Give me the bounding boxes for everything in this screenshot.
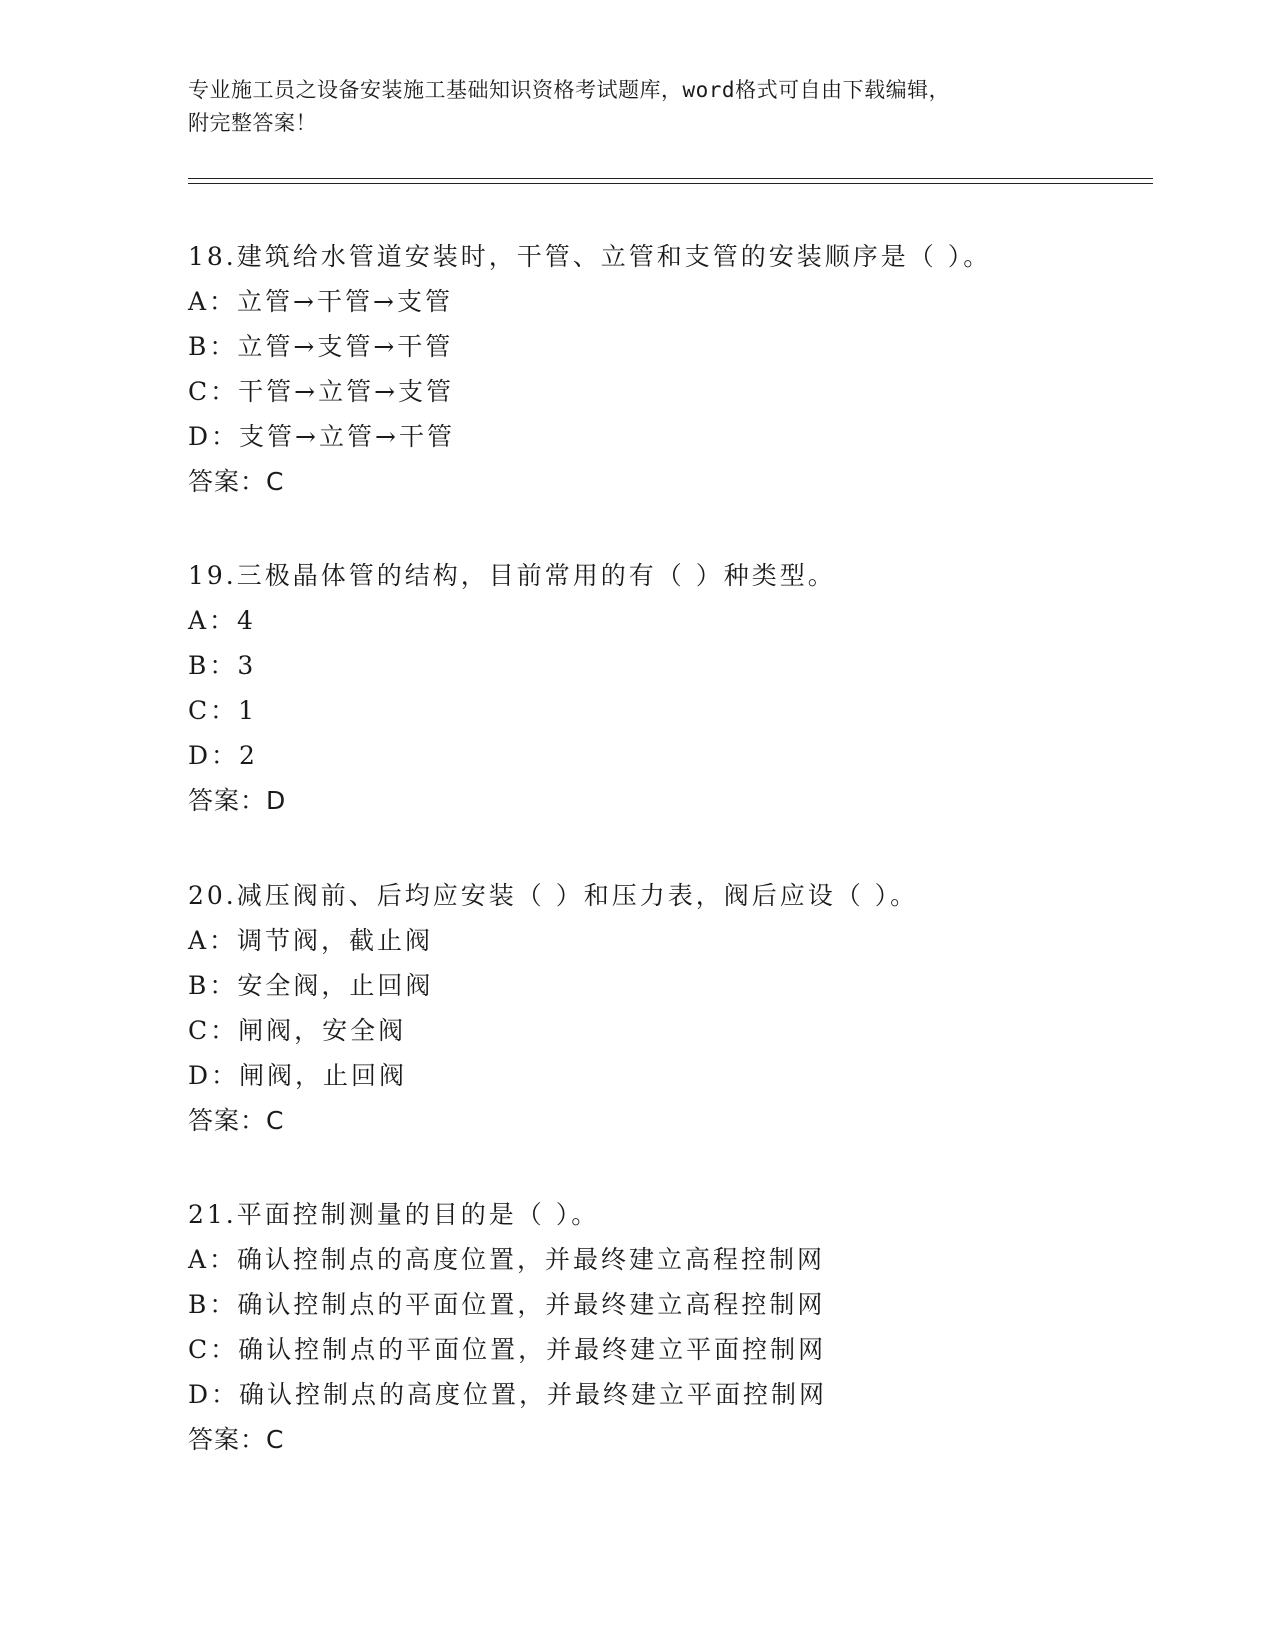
option-d: D：闸阀，止回阀 — [188, 1061, 408, 1090]
header-line-1: 专业施工员之设备安装施工基础知识资格考试题库，word格式可自由下载编辑， — [188, 78, 951, 102]
question-21 — [188, 1192, 1148, 1462]
header-divider-top — [188, 178, 1153, 179]
option-a: A：调节阀，截止阀 — [188, 926, 434, 955]
option-a: A：立管→干管→支管 — [188, 287, 453, 316]
option-d: D：2 — [188, 741, 258, 770]
question-stem: 18.建筑给水管道安装时，干管、立管和支管的安装顺序是（ ）。 — [188, 242, 992, 271]
question-stem: 20.减压阀前、后均应安装（ ）和压力表，阀后应设（ ）。 — [188, 881, 919, 910]
option-b: B：安全阀，止回阀 — [188, 971, 434, 1000]
option-c: C：1 — [188, 696, 258, 725]
option-b: B：3 — [188, 651, 257, 680]
question-19 — [188, 553, 1148, 823]
answer: 答案：C — [188, 1425, 285, 1454]
option-a: A：4 — [188, 606, 256, 635]
option-d: D：支管→立管→干管 — [188, 422, 455, 451]
question-stem: 19.三极晶体管的结构，目前常用的有（ ）种类型。 — [188, 561, 836, 590]
question-20 — [188, 873, 1148, 1143]
header-divider-bottom — [188, 183, 1153, 184]
document-header — [188, 74, 1088, 140]
option-c: C：闸阀，安全阀 — [188, 1016, 407, 1045]
question-18 — [188, 234, 1148, 504]
option-c: C：确认控制点的平面位置，并最终建立平面控制网 — [188, 1335, 827, 1364]
answer: 答案：C — [188, 467, 285, 496]
option-a: A：确认控制点的高度位置，并最终建立高程控制网 — [188, 1245, 826, 1274]
option-c: C：干管→立管→支管 — [188, 377, 455, 406]
question-stem: 21.平面控制测量的目的是（ ）。 — [188, 1200, 600, 1229]
option-b: B：确认控制点的平面位置，并最终建立高程控制网 — [188, 1290, 826, 1319]
answer: 答案：C — [188, 1106, 285, 1135]
option-d: D：确认控制点的高度位置，并最终建立平面控制网 — [188, 1380, 828, 1409]
option-b: B：立管→支管→干管 — [188, 332, 454, 361]
answer: 答案：D — [188, 786, 287, 815]
header-line-2: 附完整答案！ — [188, 111, 317, 135]
